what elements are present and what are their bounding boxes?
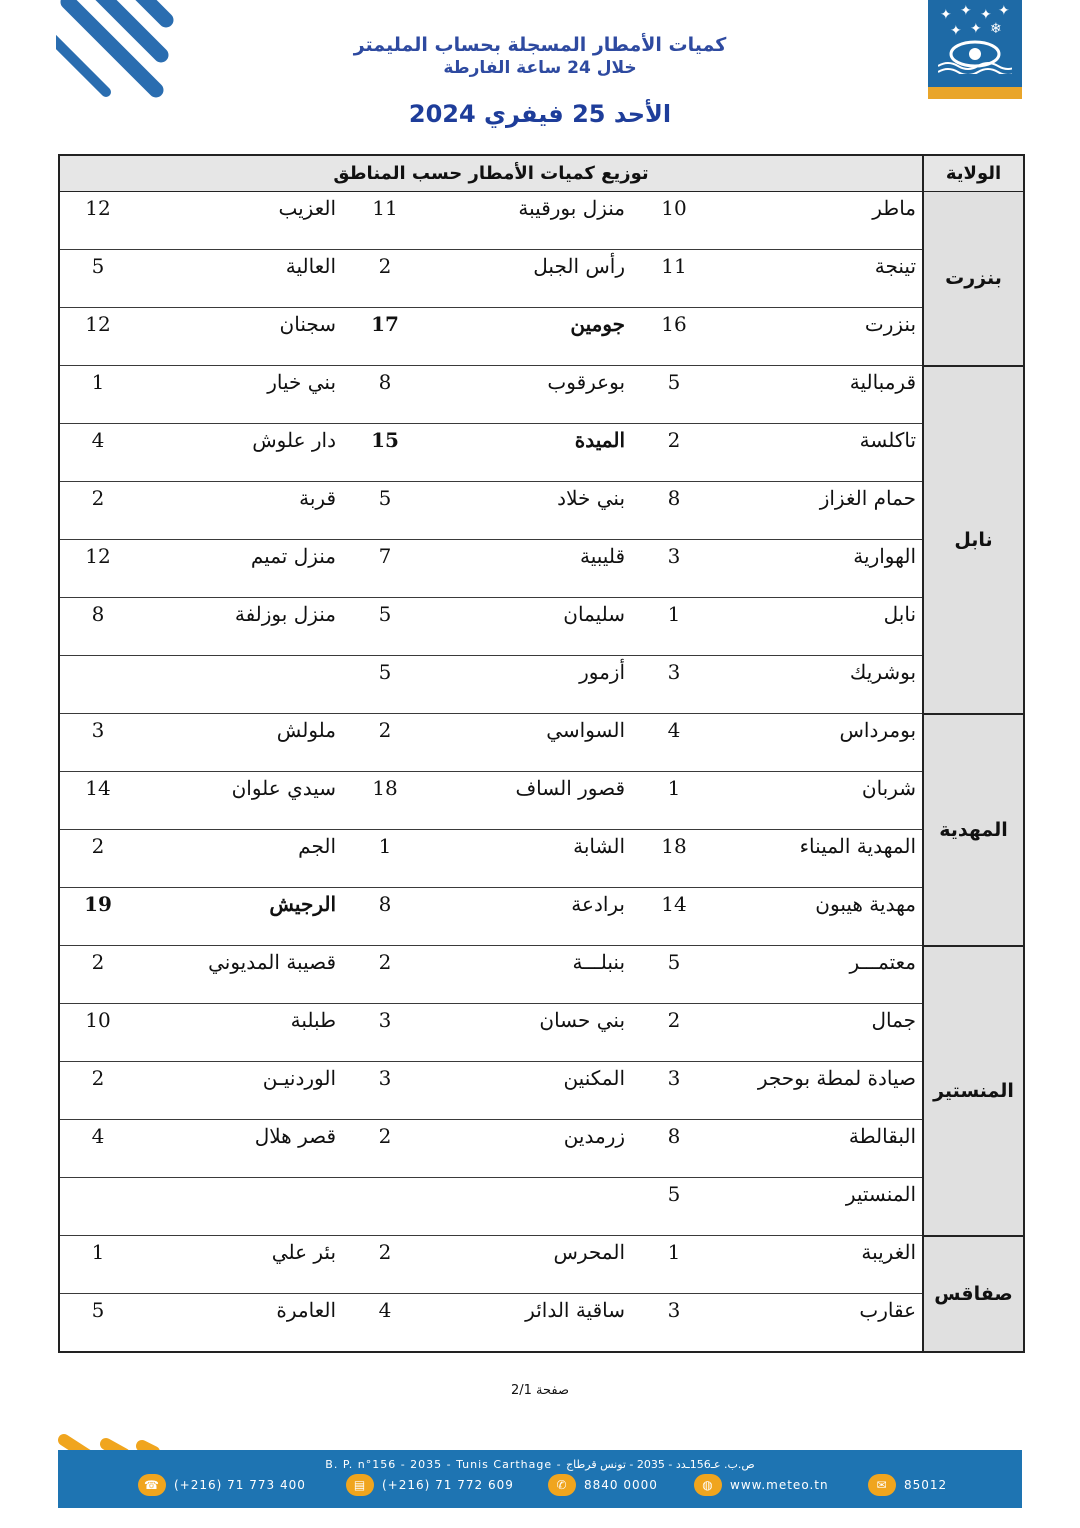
station-name: بنزرت bbox=[717, 308, 923, 366]
station-name: جومين bbox=[428, 308, 631, 366]
rainfall-value: 3 bbox=[631, 656, 717, 714]
report-title: كميات الأمطار المسجلة بحساب المليمتر bbox=[353, 34, 727, 56]
rainfall-value: 4 bbox=[59, 424, 136, 482]
table-row bbox=[59, 598, 1024, 656]
rainfall-value: 4 bbox=[631, 714, 717, 772]
station-name: المنستير bbox=[717, 1178, 923, 1236]
station-name: قرمبالية bbox=[717, 366, 923, 424]
rainfall-value: 2 bbox=[342, 1236, 428, 1294]
station-name bbox=[136, 1178, 342, 1236]
rainfall-value: 8 bbox=[342, 888, 428, 946]
station-name: قربة bbox=[136, 482, 342, 540]
station-name: بوشريك bbox=[717, 656, 923, 714]
table-row bbox=[59, 888, 1024, 946]
station-name: العالية bbox=[136, 250, 342, 308]
report-date: الأحد 25 فيفري 2024 bbox=[408, 100, 672, 128]
station-name: سليمان bbox=[428, 598, 631, 656]
station-name: قليبية bbox=[428, 540, 631, 598]
phone-icon: ☎ bbox=[138, 1474, 166, 1496]
rainfall-value: 3 bbox=[342, 1062, 428, 1120]
footer-address: B. P. n°156 - 2035 - Tunis Carthage - ص.ب. عـ156ـدد - 2035 - تونس قرطاج bbox=[325, 1458, 755, 1471]
station-name: برادعة bbox=[428, 888, 631, 946]
rainfall-value: 1 bbox=[342, 830, 428, 888]
station-name: العامرة bbox=[136, 1294, 342, 1353]
header-distribution: توزيع كميات الأمطار حسب المناطق bbox=[59, 155, 923, 192]
station-name: ملولش bbox=[136, 714, 342, 772]
wilaya-cell: نابل bbox=[923, 366, 1024, 714]
rainfall-value: 10 bbox=[59, 1004, 136, 1062]
rainfall-value: 8 bbox=[342, 366, 428, 424]
rainfall-value: 2 bbox=[342, 714, 428, 772]
station-name: جمال bbox=[717, 1004, 923, 1062]
station-name: الهوارية bbox=[717, 540, 923, 598]
station-name: صيادة لمطة بوحجر bbox=[717, 1062, 923, 1120]
rainfall-value: 5 bbox=[59, 1294, 136, 1353]
rainfall-value: 11 bbox=[631, 250, 717, 308]
rainfall-value: 1 bbox=[631, 772, 717, 830]
table-row bbox=[59, 772, 1024, 830]
station-name: نابل bbox=[717, 598, 923, 656]
station-name: الميدة bbox=[428, 424, 631, 482]
rainfall-value: 5 bbox=[342, 656, 428, 714]
report-subtitle: خلال 24 ساعة الفارطة bbox=[443, 58, 637, 78]
rainfall-value: 18 bbox=[342, 772, 428, 830]
rainfall-value: 4 bbox=[59, 1120, 136, 1178]
rainfall-value: 2 bbox=[59, 830, 136, 888]
station-name: رأس الجبل bbox=[428, 250, 631, 308]
station-name: زرمدين bbox=[428, 1120, 631, 1178]
station-name: سجنان bbox=[136, 308, 342, 366]
station-name: منزل بورقيبة bbox=[428, 192, 631, 250]
rainfall-value: 5 bbox=[342, 482, 428, 540]
sms-icon: ✉ bbox=[868, 1474, 896, 1496]
station-name: بني خلاد bbox=[428, 482, 631, 540]
rainfall-value: 16 bbox=[631, 308, 717, 366]
station-name: الوردنيـن bbox=[136, 1062, 342, 1120]
station-name: قصور الساف bbox=[428, 772, 631, 830]
station-name: بوعرقوب bbox=[428, 366, 631, 424]
station-name: معتمـــر bbox=[717, 946, 923, 1004]
wilaya-cell: صفاقس bbox=[923, 1236, 1024, 1353]
rainfall-value: 3 bbox=[342, 1004, 428, 1062]
rainfall-value: 2 bbox=[342, 250, 428, 308]
table-row bbox=[59, 192, 1024, 250]
contact-web[interactable] bbox=[694, 1474, 829, 1496]
station-name: بئر علي bbox=[136, 1236, 342, 1294]
rainfall-table-body bbox=[59, 155, 1024, 1352]
contact-hotline-text: 8840 0000 bbox=[584, 1478, 658, 1492]
table-row bbox=[59, 1236, 1024, 1294]
station-name bbox=[136, 656, 342, 714]
rainfall-value: 5 bbox=[631, 366, 717, 424]
rainfall-value: 3 bbox=[59, 714, 136, 772]
station-name: شربان bbox=[717, 772, 923, 830]
fax-icon: ▤ bbox=[346, 1474, 374, 1496]
table-row bbox=[59, 424, 1024, 482]
contact-phone bbox=[138, 1474, 306, 1496]
station-name: بنبلـــة bbox=[428, 946, 631, 1004]
rainfall-value: 17 bbox=[342, 308, 428, 366]
rainfall-value: 3 bbox=[631, 1062, 717, 1120]
station-name: المهدية الميناء bbox=[717, 830, 923, 888]
table-row bbox=[59, 1062, 1024, 1120]
table-row bbox=[59, 308, 1024, 366]
rainfall-table bbox=[58, 154, 1025, 1353]
contact-fax-text: (+216) 71 772 609 bbox=[382, 1478, 514, 1492]
station-name: العزيب bbox=[136, 192, 342, 250]
page-number: صفحة 2/1 bbox=[510, 1383, 570, 1398]
rainfall-value: 2 bbox=[631, 1004, 717, 1062]
station-name: قصر هلال bbox=[136, 1120, 342, 1178]
table-row bbox=[59, 482, 1024, 540]
rainfall-value: 8 bbox=[631, 1120, 717, 1178]
table-row bbox=[59, 1120, 1024, 1178]
table-header-row bbox=[59, 155, 1024, 192]
station-name: تينجة bbox=[717, 250, 923, 308]
table-row bbox=[59, 1294, 1024, 1353]
wilaya-cell: المنستير bbox=[923, 946, 1024, 1236]
rainfall-value: 5 bbox=[631, 1178, 717, 1236]
rainfall-value: 10 bbox=[631, 192, 717, 250]
rainfall-value: 2 bbox=[342, 946, 428, 1004]
rainfall-value: 2 bbox=[342, 1120, 428, 1178]
station-name: دار علوش bbox=[136, 424, 342, 482]
header-wilaya: الولاية bbox=[923, 155, 1024, 192]
contact-sms-text: 85012 bbox=[904, 1478, 948, 1492]
rainfall-value: 14 bbox=[59, 772, 136, 830]
contact-sms bbox=[868, 1474, 947, 1496]
rainfall-value: 8 bbox=[59, 598, 136, 656]
inm-logo: ✦ ✦ ✦ ✦ ✦ ❄ ✦ bbox=[928, 0, 1022, 99]
station-name: طبلبة bbox=[136, 1004, 342, 1062]
contact-phone-text: (+216) 71 773 400 bbox=[174, 1478, 306, 1492]
rainfall-value: 5 bbox=[59, 250, 136, 308]
station-name: المحرس bbox=[428, 1236, 631, 1294]
station-name: ماطر bbox=[717, 192, 923, 250]
station-name: قصيبة المديوني bbox=[136, 946, 342, 1004]
table-row bbox=[59, 946, 1024, 1004]
logo-band bbox=[928, 87, 1022, 99]
contact-fax bbox=[346, 1474, 514, 1496]
wilaya-cell: المهدية bbox=[923, 714, 1024, 946]
station-name: الرجيش bbox=[136, 888, 342, 946]
rainfall-value: 5 bbox=[342, 598, 428, 656]
rainfall-value: 1 bbox=[631, 1236, 717, 1294]
rainfall-value: 12 bbox=[59, 192, 136, 250]
rainfall-value: 2 bbox=[631, 424, 717, 482]
station-name: أزمور bbox=[428, 656, 631, 714]
table-row bbox=[59, 366, 1024, 424]
rainfall-value: 5 bbox=[631, 946, 717, 1004]
table-row bbox=[59, 1178, 1024, 1236]
station-name: بني خيار bbox=[136, 366, 342, 424]
web-icon: ◍ bbox=[694, 1474, 722, 1496]
rainfall-value: 1 bbox=[59, 366, 136, 424]
rainfall-value bbox=[342, 1178, 428, 1236]
table-row bbox=[59, 1004, 1024, 1062]
table-row bbox=[59, 250, 1024, 308]
rainfall-value: 3 bbox=[631, 1294, 717, 1353]
station-name: الشابة bbox=[428, 830, 631, 888]
station-name: عقارب bbox=[717, 1294, 923, 1353]
rainfall-value: 8 bbox=[631, 482, 717, 540]
rainfall-value: 1 bbox=[631, 598, 717, 656]
rainfall-value: 2 bbox=[59, 946, 136, 1004]
station-name bbox=[428, 1178, 631, 1236]
rainfall-value: 15 bbox=[342, 424, 428, 482]
station-name: البقالطة bbox=[717, 1120, 923, 1178]
rainfall-value: 19 bbox=[59, 888, 136, 946]
station-name: سيدي علوان bbox=[136, 772, 342, 830]
table-row bbox=[59, 656, 1024, 714]
station-name: تاكلسة bbox=[717, 424, 923, 482]
rainfall-value: 3 bbox=[631, 540, 717, 598]
table-row bbox=[59, 830, 1024, 888]
station-name: المكنين bbox=[428, 1062, 631, 1120]
contact-hotline bbox=[548, 1474, 658, 1496]
rainfall-value: 1 bbox=[59, 1236, 136, 1294]
rainfall-value: 7 bbox=[342, 540, 428, 598]
station-name: الغريبة bbox=[717, 1236, 923, 1294]
station-name: بومرداس bbox=[717, 714, 923, 772]
rainfall-value: 12 bbox=[59, 540, 136, 598]
station-name: حمام الغزاز bbox=[717, 482, 923, 540]
wilaya-cell: بنزرت bbox=[923, 192, 1024, 366]
rainfall-value bbox=[59, 656, 136, 714]
rainfall-value: 12 bbox=[59, 308, 136, 366]
rainfall-value: 11 bbox=[342, 192, 428, 250]
table-row bbox=[59, 540, 1024, 598]
hotline-icon: ✆ bbox=[548, 1474, 576, 1496]
rainfall-value: 4 bbox=[342, 1294, 428, 1353]
contact-web-text[interactable]: www.meteo.tn bbox=[730, 1478, 829, 1492]
station-name: منزل تميم bbox=[136, 540, 342, 598]
station-name: الجم bbox=[136, 830, 342, 888]
rainfall-value: 2 bbox=[59, 482, 136, 540]
rainfall-value bbox=[59, 1178, 136, 1236]
station-name: ساقية الدائر bbox=[428, 1294, 631, 1353]
station-name: منزل بوزلفة bbox=[136, 598, 342, 656]
station-name: بني حسان bbox=[428, 1004, 631, 1062]
station-name: مهدية هيبون bbox=[717, 888, 923, 946]
table-row bbox=[59, 714, 1024, 772]
rainfall-value: 18 bbox=[631, 830, 717, 888]
rainfall-value: 2 bbox=[59, 1062, 136, 1120]
rainfall-value: 14 bbox=[631, 888, 717, 946]
station-name: السواسي bbox=[428, 714, 631, 772]
